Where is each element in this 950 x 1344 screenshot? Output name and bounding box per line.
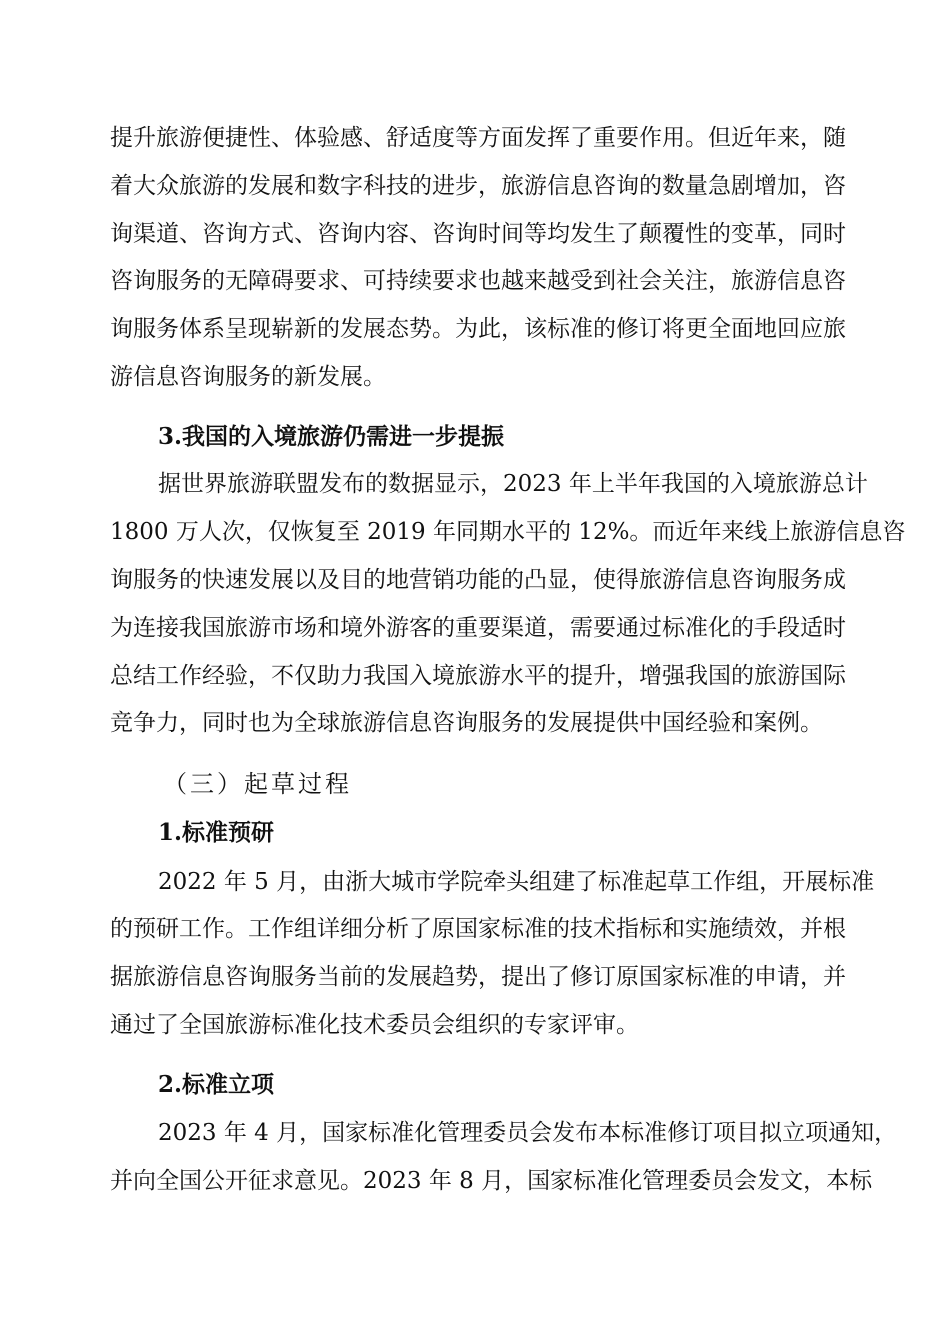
paragraph-line: 游信息咨询服务的新发展。: [110, 364, 386, 390]
paragraph-line: 为连接我国旅游市场和境外游客的重要渠道，需要通过标准化的手段适时: [110, 615, 846, 641]
section-heading-drafting-process: （三）起草过程: [163, 770, 352, 798]
paragraph-line: 总结工作经验，不仅助力我国入境旅游水平的提升，增强我国的旅游国际: [110, 663, 846, 689]
section-heading-3: 3.我国的入境旅游仍需进一步提振: [158, 423, 505, 450]
paragraph-line: 据世界旅游联盟发布的数据显示，2023 年上半年我国的入境旅游总计: [158, 471, 868, 497]
paragraph-line: 的预研工作。工作组详细分析了原国家标准的技术指标和实施绩效，并根: [110, 916, 846, 942]
paragraph-line: 据旅游信息咨询服务当前的发展趋势，提出了修订原国家标准的申请，并: [110, 964, 846, 990]
paragraph-line: 提升旅游便捷性、体验感、舒适度等方面发挥了重要作用。但近年来，随: [110, 125, 846, 151]
paragraph-line: 询服务的快速发展以及目的地营销功能的凸显，使得旅游信息咨询服务成: [110, 567, 846, 593]
paragraph-line: 咨询服务的无障碍要求、可持续要求也越来越受到社会关注，旅游信息咨: [110, 268, 846, 294]
paragraph-line: 通过了全国旅游标准化技术委员会组织的专家评审。: [110, 1012, 639, 1038]
paragraph-line: 竞争力，同时也为全球旅游信息咨询服务的发展提供中国经验和案例。: [110, 710, 823, 736]
section-heading-2: 2.标准立项: [158, 1071, 275, 1098]
paragraph-line: 2023 年 4 月，国家标准化管理委员会发布本标准修订项目拟立项通知，: [158, 1120, 898, 1146]
paragraph-line: 并向全国公开征求意见。2023 年 8 月，国家标准化管理委员会发文，本标: [110, 1168, 873, 1194]
paragraph-line: 着大众旅游的发展和数字科技的进步，旅游信息咨询的数量急剧增加，咨: [110, 173, 846, 199]
paragraph-line: 1800 万人次，仅恢复至 2019 年同期水平的 12%。而近年来线上旅游信息咨: [110, 519, 906, 545]
paragraph-line: 2022 年 5 月，由浙大城市学院牵头组建了标准起草工作组，开展标准: [158, 869, 875, 895]
paragraph-line: 询渠道、咨询方式、咨询内容、咨询时间等均发生了颠覆性的变革，同时: [110, 221, 846, 247]
section-heading-1: 1.标准预研: [158, 819, 275, 846]
paragraph-line: 询服务体系呈现崭新的发展态势。为此，该标准的修订将更全面地回应旅: [110, 316, 846, 342]
